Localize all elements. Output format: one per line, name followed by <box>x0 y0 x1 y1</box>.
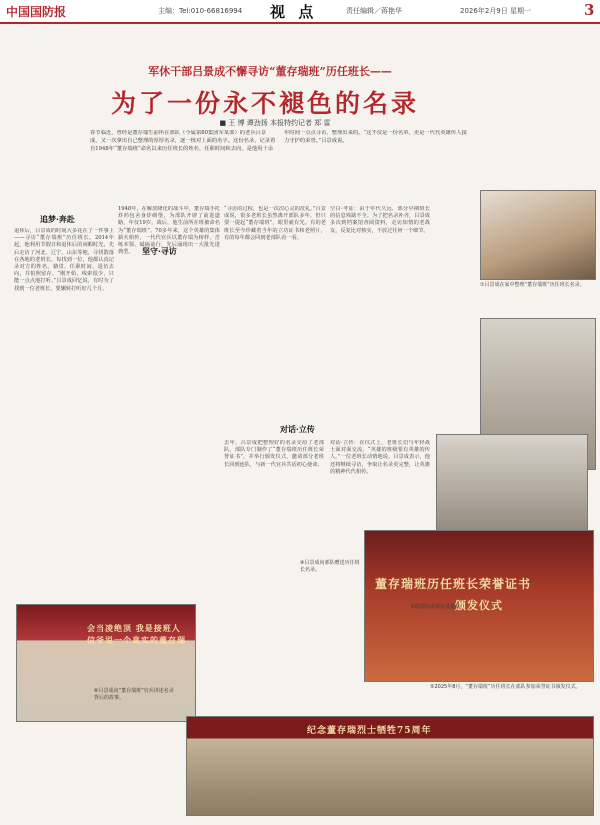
article-headline: 为了一份永不褪色的名录 <box>110 89 419 118</box>
photo-4-banner-line1: 董存瑞班历任班长荣誉证书 <box>375 577 532 591</box>
article-lead: 春节临近，曾经是董存瑞生前所在部队（今属第80集团军某部）的老兵吕景成，又一次拿出自己整理的厚厚名录，逐一核对上面的名字。这份名录，记录着自1948年“董存瑞班”命名以来历任班长的姓名、任职时间和去向，是他用十余年时间一点点寻访、整理出来的。“这不仅是一份名单，更是一代代英雄传人接力守护的荣誉。”吕景成说。 <box>90 130 467 152</box>
caption-5: ⑤2025年8月，“董存瑞班”历任班长在部队参加荣誉证书颁发仪式。 <box>430 684 581 690</box>
photo-5 <box>16 604 196 722</box>
photo-7-banner: 纪念董存瑞烈士牺牲75周年 <box>307 726 432 736</box>
column-1: 退休后，吕景成的时间大多花在了一件事上——寻访“董存瑞班”历任班长。2014年起，他利用节假日和退休后的闲暇时光，先后走访了河北、辽宁、山东等地，寻找散落在各地的老班长。每找到一位，他都认真记录对方的姓名、籍贯、任职时间、退伍去向，并拍照留存。“刚开始，线索很少，只能一点点地打听。”吕景成回忆说，有时为了找到一位老班长，要辗转打听好几个月。 <box>14 228 114 292</box>
masthead-date: 2026年2月9日 星期一 <box>460 7 531 15</box>
page-number: 3 <box>584 1 595 19</box>
column-5: 去年，吕景成把整理好的名录交给了老部队。部队专门制作了“董存瑞班历任班长荣誉证书”，并举行颁发仪式，邀请部分老班长回到连队，与新一代官兵共话初心使命。 <box>224 440 324 468</box>
photo-5-banner-line1: 会当凌绝顶 我是接班人 <box>87 623 181 633</box>
column-2: 1948年，在解放隆化的战斗中，董存瑞手托炸药包舍身炸碉堡，为部队开辟了前进道路，年仅19岁。战后，他生前所在班被命名为“董存瑞班”。70多年来，这个英雄的集体薪火相传，一代代官兵以董存瑞为榜样，苦练本领、砥砺前行，先后涌现出一大批先进典型。 <box>118 206 220 256</box>
caption-credit: 本版图片由受访者提供 <box>410 604 461 610</box>
section-title: 视 点 <box>270 3 318 21</box>
photo-7 <box>186 716 594 816</box>
article-byline: ■ 王 博 谭劲扬 本报特约记者 郑 雷 <box>219 119 331 127</box>
photo-4-banner-line2: 颁发仪式 <box>455 599 503 612</box>
photo-1 <box>480 190 596 280</box>
photo-5-banner-line2: 信爷说一个真实的董存瑞 <box>87 635 186 645</box>
section-heading-2: 坚守·寻访 <box>142 246 177 256</box>
section-heading-3: 对话·立传 <box>280 424 315 434</box>
masthead-phone: 主编：Tel:010-66816994 <box>158 7 243 15</box>
column-3: “寻访的过程，也是一次次心灵的洗礼。”吕景成说，很多老班长虽然离开部队多年，但只要一提起“董存瑞班”，眼里就有光。有的老班长至今珍藏着当年的立功证书和老照片，有的每年都会回到老部队看一看。 <box>224 206 326 241</box>
article-kicker: 军休干部吕景成不懈寻访“董存瑞班”历任班长—— <box>148 65 392 78</box>
column-4: 空白·考证：由于年代久远，部分早期班长的信息残缺不全。为了把名录补齐，吕景成多次到档案馆查阅资料，走访知情的老战友，反复比对核实，不放过任何一个细节。 <box>330 206 430 234</box>
caption-6: ⑥吕景成向“董存瑞班”官兵讲述名录背后的故事。 <box>94 688 174 701</box>
column-6: 对话·立传：在仪式上，老班长们与年轻战士面对面交流。“英雄的班级要有英雄的传人。”一位老班长动情地说。吕景成表示，他还将继续寻访，争取让名录更完整，让英雄的精神代代相传。 <box>330 440 430 475</box>
caption-1: ①吕景成在家中整理“董存瑞班”历任班长名录。 <box>480 282 585 288</box>
section-heading-1: 追梦·奔赴 <box>40 214 75 224</box>
newspaper-logo: 中国国防报 <box>6 5 67 19</box>
masthead <box>0 0 600 24</box>
caption-4: ④吕景成向部队赠送历任班长名录。 <box>300 560 360 573</box>
masthead-editor: 责任编辑／蒋艳华 <box>346 7 402 15</box>
